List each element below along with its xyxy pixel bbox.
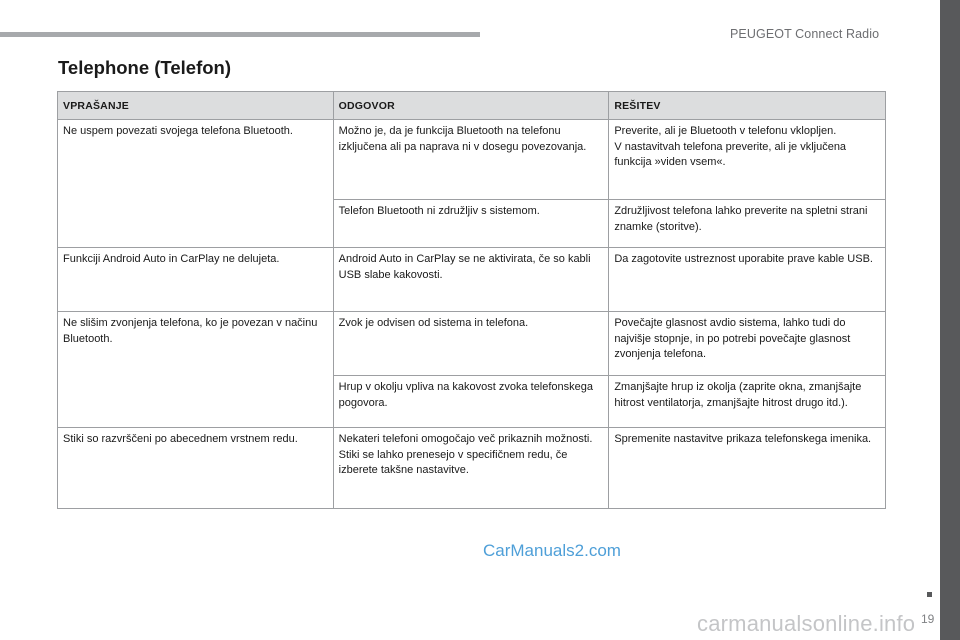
question-cell: Funkciji Android Auto in CarPlay ne delujeta. — [58, 248, 334, 312]
page-title: Telephone (Telefon) — [58, 57, 232, 78]
table-row — [58, 312, 886, 376]
answer-cell: Možno je, da je funkcija Bluetooth na telefonu izključena ali pa naprava ni v dosegu povezovanja. — [333, 120, 609, 200]
solution-cell: Spremenite nastavitve prikaza telefonskega imenika. — [609, 428, 886, 509]
table-header-row — [58, 92, 886, 120]
solution-cell: Združljivost telefona lahko preverite na spletni strani znamke (storitve). — [609, 200, 886, 248]
table-row — [58, 120, 886, 200]
answer-cell: Hrup v okolju vpliva na kakovost zvoka telefonskega pogovora. — [333, 376, 609, 428]
solution-cell: Da zagotovite ustreznost uporabite prave kable USB. — [609, 248, 886, 312]
answer-cell: Android Auto in CarPlay se ne aktivirata, če so kabli USB slabe kakovosti. — [333, 248, 609, 312]
page-number: 19 — [921, 612, 935, 626]
question-cell: Ne uspem povezati svojega telefona Bluetooth. — [58, 120, 334, 248]
column-header-question: VPRAŠANJE — [58, 92, 334, 120]
solution-text: Preverite, ali je Bluetooth v telefonu vklopljen. V nastavitvah telefona preverite, ali je vključena funkcija »viden vsem«. — [614, 125, 847, 168]
brand-label: PEUGEOT Connect Radio — [730, 27, 880, 41]
page-marker — [927, 592, 932, 597]
question-cell: Stiki so razvrščeni po abecednem vrstnem redu. — [58, 428, 334, 509]
footer-site: carmanualsonline.info — [697, 611, 916, 636]
answer-cell: Nekateri telefoni omogočajo več prikaznih možnosti. Stiki se lahko prenesejo v specifičnem redu, če izberete takšne nastavitve. — [333, 428, 609, 509]
question-cell: Ne slišim zvonjenja telefona, ko je povezan v načinu Bluetooth. — [58, 312, 334, 428]
solution-cell — [609, 120, 886, 200]
answer-cell: Telefon Bluetooth ni združljiv s sistemom. — [333, 200, 609, 248]
faq-table — [57, 91, 886, 509]
watermark-link[interactable]: CarManuals2.com — [483, 541, 621, 560]
solution-cell: Zmanjšajte hrup iz okolja (zaprite okna, zmanjšajte hitrost ventilatorja, zmanjšajte hitrost drugo itd.). — [609, 376, 886, 428]
answer-cell: Zvok je odvisen od sistema in telefona. — [333, 312, 609, 376]
column-header-solution: REŠITEV — [609, 92, 886, 120]
table-row — [58, 248, 886, 312]
header-rule — [0, 32, 480, 37]
table-row — [58, 428, 886, 509]
side-strip — [940, 0, 960, 640]
solution-cell: Povečajte glasnost avdio sistema, lahko tudi do najvišje stopnje, in po potrebi povečajte glasnost zvonjenja telefona. — [609, 312, 886, 376]
column-header-answer: ODGOVOR — [333, 92, 609, 120]
